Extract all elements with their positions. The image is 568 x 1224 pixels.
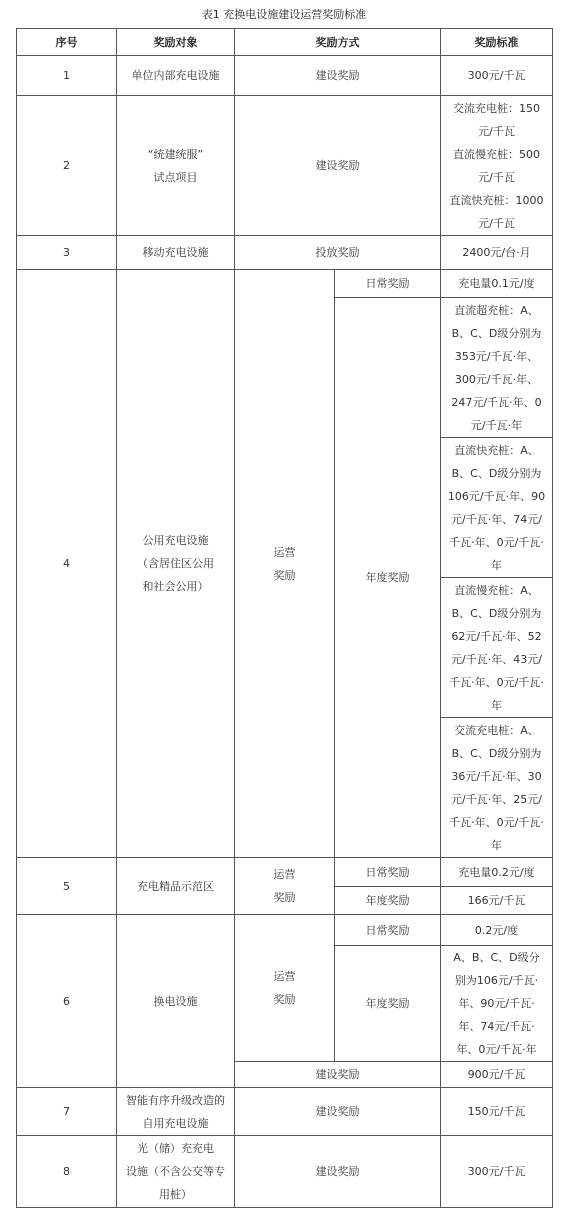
row-target: 智能有序升级改造的 自用充电设施 [117, 1088, 235, 1136]
table-row [17, 915, 553, 946]
table-caption: 表1 充换电设施建设运营奖励标准 [201, 8, 367, 21]
row-standard: 直流慢充桩：A、 B、C、D级分别为 62元/千瓦·年、52 元/千瓦·年、43元/ 千瓦·年、0元/千瓦· 年 [441, 578, 553, 718]
table-row [17, 56, 553, 96]
row-standard: 2400元/台·月 [441, 236, 553, 270]
row-sub-method: 年度奖励 [335, 298, 441, 858]
row-method: 建设奖励 [235, 1062, 441, 1088]
row-standard: 300元/千瓦 [441, 56, 553, 96]
table-row [17, 1088, 553, 1136]
table-header-row [17, 29, 553, 56]
header-no: 序号 [17, 29, 117, 56]
row-method: 运营 奖励 [235, 270, 335, 858]
header-method: 奖励方式 [235, 29, 441, 56]
table-row [17, 96, 553, 236]
row-sub-method: 日常奖励 [335, 270, 441, 298]
row-no: 8 [17, 1136, 117, 1208]
reward-standards-table [16, 28, 553, 1208]
row-standard: 300元/千瓦 [441, 1136, 553, 1208]
header-standard: 奖励标准 [441, 29, 553, 56]
row-no: 3 [17, 236, 117, 270]
row-standard: 直流超充桩：A、 B、C、D级分别为 353元/千瓦·年、 300元/千瓦·年、 247元/千瓦·年、0 元/千瓦·年 [441, 298, 553, 438]
row-sub-method: 年度奖励 [335, 887, 441, 915]
row-target: 公用充电设施 （含居住区公用 和社会公用） [117, 270, 235, 858]
row-method: 投放奖励 [235, 236, 441, 270]
row-target: 移动充电设施 [117, 236, 235, 270]
row-sub-method: 年度奖励 [335, 946, 441, 1062]
row-method: 建设奖励 [235, 1136, 441, 1208]
row-standard: 900元/千瓦 [441, 1062, 553, 1088]
row-sub-method: 日常奖励 [335, 858, 441, 887]
row-target: 充电精品示范区 [117, 858, 235, 915]
row-no: 2 [17, 96, 117, 236]
row-standard: 充电量0.2元/度 [441, 858, 553, 887]
row-no: 5 [17, 858, 117, 915]
row-method: 运营 奖励 [235, 915, 335, 1062]
header-target: 奖励对象 [117, 29, 235, 56]
row-method: 建设奖励 [235, 56, 441, 96]
row-target: 光（储）充充电 设施（不含公交等专 用桩） [117, 1136, 235, 1208]
row-standard: 直流快充桩：A、 B、C、D级分别为 106元/千瓦·年、90 元/千瓦·年、74元/ 千瓦·年、0元/千瓦· 年 [441, 438, 553, 578]
row-no: 6 [17, 915, 117, 1088]
table-row [17, 236, 553, 270]
row-standard: 充电量0.1元/度 [441, 270, 553, 298]
row-sub-method: 日常奖励 [335, 915, 441, 946]
row-standard: 150元/千瓦 [441, 1088, 553, 1136]
row-standard: A、B、C、D级分 别为106元/千瓦· 年、90元/千瓦· 年、74元/千瓦· 年、0元/千瓦·年 [441, 946, 553, 1062]
table-row [17, 1136, 553, 1208]
row-standard: 交流充电桩：150 元/千瓦 直流慢充桩：500 元/千瓦 直流快充桩：1000 元/千瓦 [441, 96, 553, 236]
row-standard: 0.2元/度 [441, 915, 553, 946]
row-target: 单位内部充电设施 [117, 56, 235, 96]
row-method: 建设奖励 [235, 96, 441, 236]
row-target: 换电设施 [117, 915, 235, 1088]
row-method: 运营 奖励 [235, 858, 335, 915]
row-method: 建设奖励 [235, 1088, 441, 1136]
table-row [17, 858, 553, 887]
row-no: 4 [17, 270, 117, 858]
row-no: 7 [17, 1088, 117, 1136]
row-standard: 交流充电桩：A、 B、C、D级分别为 36元/千瓦·年、30 元/千瓦·年、25元/ 千瓦·年、0元/千瓦· 年 [441, 718, 553, 858]
row-standard: 166元/千瓦 [441, 887, 553, 915]
row-target: “统建统服” 试点项目 [117, 96, 235, 236]
row-no: 1 [17, 56, 117, 96]
table-row [17, 270, 553, 298]
